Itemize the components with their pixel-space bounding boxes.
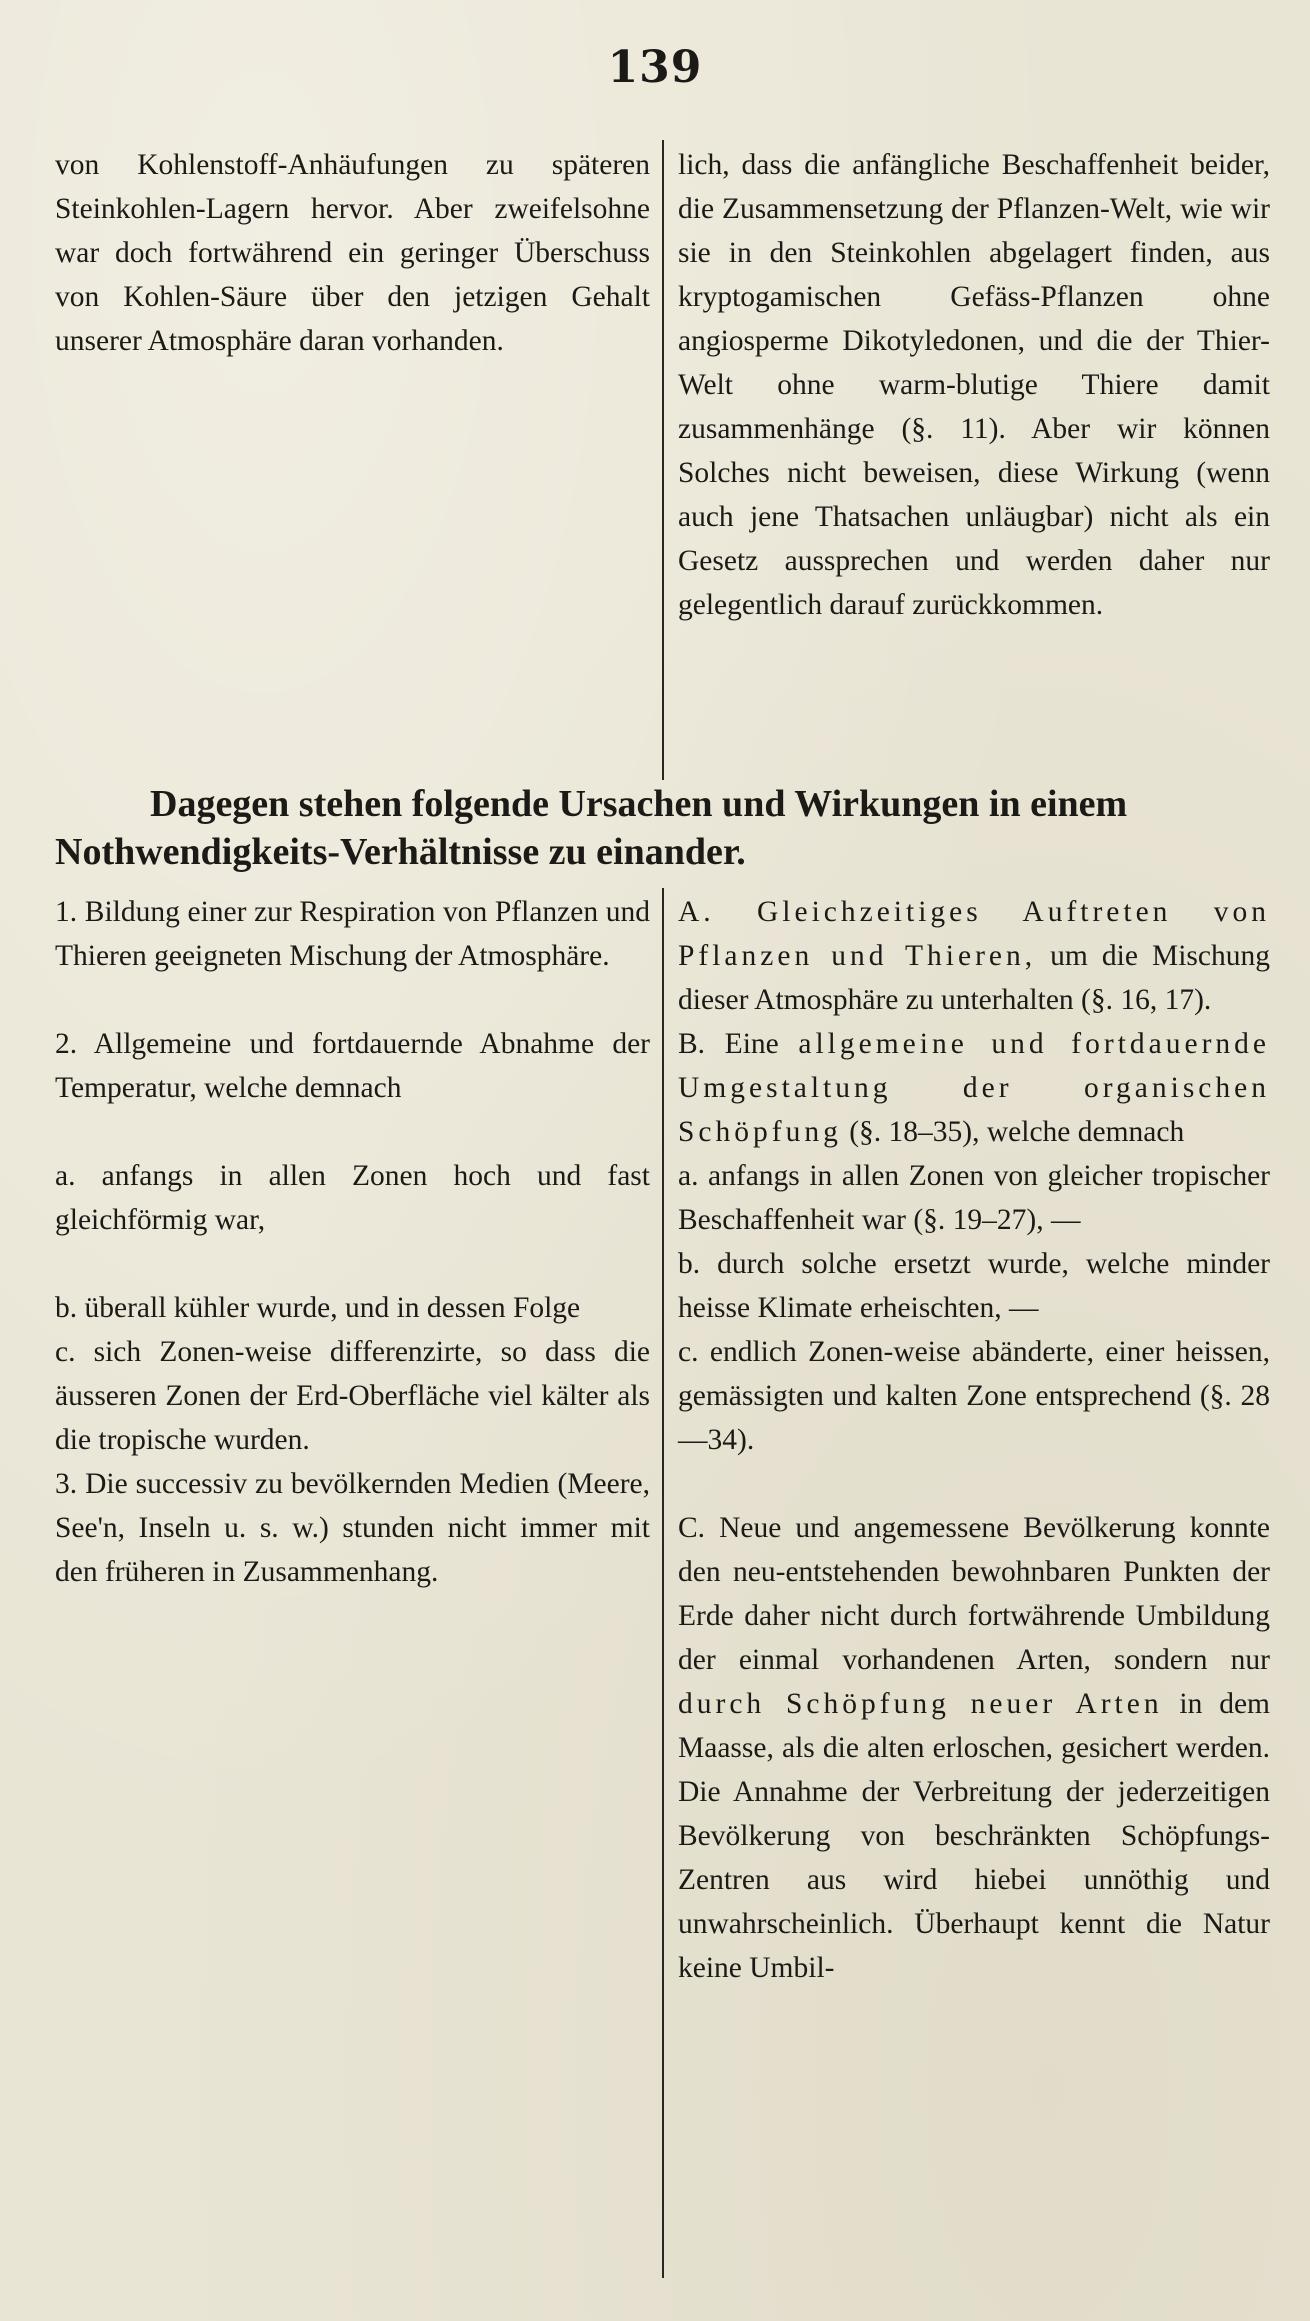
effect-item-a: [678, 890, 1270, 1022]
column-divider-bottom: [662, 888, 664, 2278]
effect-c-lead: C. Neue und angemessene Bevölkerung konnte den neu-entstehenden bewohnbaren Punkten der Erde daher nicht durch fortwährende Umbildung der einmal vorhandenen Arten, sondern nur: [678, 1512, 1270, 1676]
effect-item-b: [678, 1022, 1270, 1154]
page-number: 139: [607, 42, 703, 93]
section-heading: [55, 780, 1270, 876]
causes-column: [55, 890, 650, 1594]
right-top-paragraph: lich, dass die anfängliche Beschaffenheit beider, die Zusammensetzung der Pflanzen-Welt, wie wir sie in den Steinkohlen abgelagert finden, aus kryptogamischen Gefäss-Pflanzen ohne angiosperme Dikotyledonen, und die der Thier-Welt ohne warm-blutige Thiere damit zusammenhänge (§. 11). Aber wir können Solches nicht beweisen, diese Wirkung (wenn auch jene Thatsachen unläugbar) nicht als ein Gesetz aussprechen und werden daher nur gelegentlich darauf zurückkommen.: [678, 149, 1270, 621]
effect-c-rest: in dem Maasse, als die alten erloschen, gesichert werden. Die Annahme der Verbreitung der jederzeitigen Bevölkerung von beschränkten Schöpfungs-Zentren aus wird hiebei unnöthig und unwahrscheinlich. Überhaupt kennt die Natur keine Umbil-: [678, 1688, 1270, 1984]
effect-a-spaced: A. Gleichzeitiges Auftreten von Pflanzen und Thieren,: [678, 896, 1270, 972]
heading-line-1: Dagegen stehen folgende Ursachen und Wirkungen in einem: [150, 783, 1128, 825]
effect-item-ba: a. anfangs in allen Zonen von gleicher tropischer Beschaffenheit war (§. 19–27), —: [678, 1160, 1270, 1236]
effect-b-lead: B. Eine: [678, 1028, 799, 1060]
right-column-top: [678, 143, 1270, 627]
effects-column: [678, 890, 1270, 1990]
effect-c-spaced: durch Schöpfung neuer Arten: [678, 1688, 1163, 1720]
spacer: [55, 978, 650, 1022]
column-divider-top: [662, 140, 664, 780]
cause-item-2b: b. überall kühler wurde, und in dessen Folge: [55, 1292, 581, 1324]
effect-item-bc: c. endlich Zonen-weise abänderte, einer heissen, gemässigten und kalten Zone entsprechend (§. 28—34).: [678, 1336, 1270, 1456]
effect-b-rest: (§. 18–35), welche demnach: [841, 1116, 1185, 1148]
left-top-paragraph: von Kohlenstoff-Anhäufungen zu späteren Steinkohlen-Lagern hervor. Aber zweifelsohne war doch fortwährend ein geringer Überschuss von Kohlen-Säure über den jetzigen Gehalt unserer Atmosphäre daran vorhanden.: [55, 149, 650, 357]
cause-item-2: 2. Allgemeine und fortdauernde Abnahme der Temperatur, welche demnach: [55, 1028, 650, 1104]
effect-b-spaced: allgemeine und fortdauernde Umgestaltung der organischen Schöpfung: [678, 1028, 1270, 1148]
spacer: [55, 1242, 650, 1286]
heading-line-2: Nothwendigkeits-Verhältnisse zu einander.: [55, 831, 746, 873]
cause-item-1: 1. Bildung einer zur Respiration von Pflanzen und Thieren geeigneten Mischung der Atmosphäre.: [55, 896, 650, 972]
cause-item-3: 3. Die successiv zu bevölkernden Medien (Meere, See'n, Inseln u. s. w.) stunden nicht immer mit den früheren in Zusammenhang.: [55, 1468, 650, 1588]
effect-item-bb: b. durch solche ersetzt wurde, welche minder heisse Klimate erheischten, —: [678, 1248, 1270, 1324]
effect-a-rest: um die Mischung dieser Atmosphäre zu unterhalten (§. 16, 17).: [678, 940, 1270, 1016]
spacer: [678, 1462, 1270, 1506]
effect-item-c: [678, 1506, 1270, 1990]
cause-item-2c: c. sich Zonen-weise differenzirte, so dass die äusseren Zonen der Erd-Oberfläche viel kälter als die tropische wurden.: [55, 1336, 650, 1456]
cause-item-2a: a. anfangs in allen Zonen hoch und fast gleichförmig war,: [55, 1160, 650, 1236]
left-column-top: [55, 143, 650, 363]
spacer: [55, 1110, 650, 1154]
